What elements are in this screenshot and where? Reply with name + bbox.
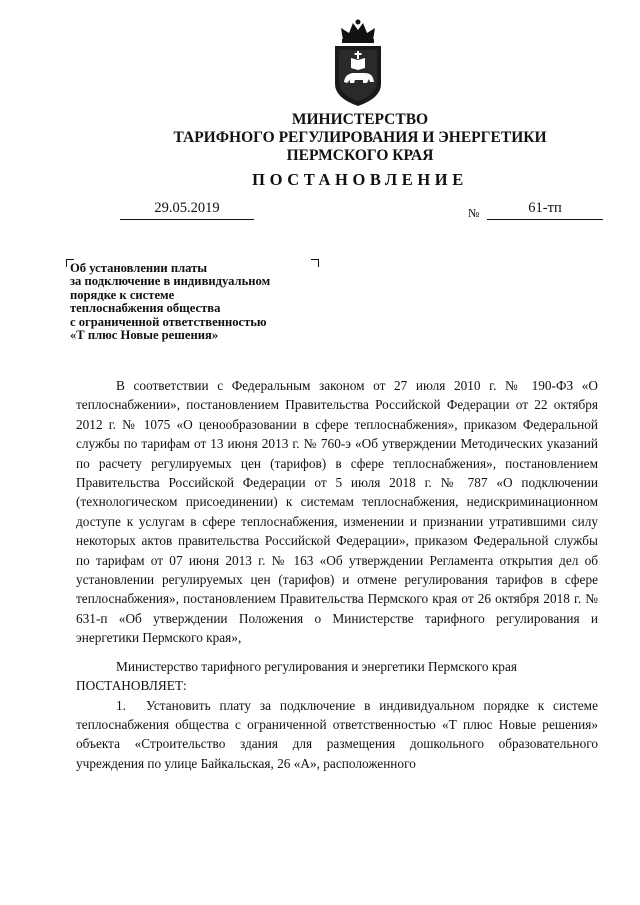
ministry-paragraph: Министерство тарифного регулирования и энергетики Пермского края xyxy=(116,658,517,674)
resolves-heading: ПОСТАНОВЛЯЕТ: xyxy=(76,678,187,694)
subject-line: Об установлении платы xyxy=(70,261,208,275)
document-date: 29.05.2019 xyxy=(120,200,254,220)
document-number: 61-тп xyxy=(487,200,603,220)
number-sign: № xyxy=(468,206,480,220)
item-1-number: 1. xyxy=(116,697,126,713)
subject-line: порядке к системе xyxy=(70,287,175,302)
item-1-text: Установить плату за подключение в индивидуальном порядке к системе теплоснабжения общества с ограниченной ответственностью «Т плюс Новые решения» объекта «Строительство здания для размещения дошкольного образовательного учреждения по улице Байкальская, 26 «А», расположенного xyxy=(76,697,598,771)
item-1-paragraph xyxy=(76,696,598,774)
subject-line: теплоснабжения общества xyxy=(70,301,221,316)
subject-line: за подключение в индивидуальном xyxy=(70,274,271,289)
ministry-title-line-2: ТАРИФНОГО РЕГУЛИРОВАНИЯ И ЭНЕРГЕТИКИ xyxy=(173,129,547,146)
document-type-title: ПОСТАНОВЛЕНИЕ xyxy=(252,170,468,189)
subject-line: с ограниченной ответственностью xyxy=(70,314,267,329)
ministry-title-line-3: ПЕРМСКОГО КРАЯ xyxy=(286,147,434,164)
coat-of-arms-emblem xyxy=(331,18,385,108)
document-body xyxy=(76,376,598,773)
subject-line: «Т плюс Новые решения» xyxy=(70,328,219,343)
ministry-title-line-1: МИНИСТЕРСТВО xyxy=(291,111,429,128)
document-subject xyxy=(70,262,330,342)
preamble-paragraph: В соответствии с Федеральным законом от 27 июля 2010 г. № 190-ФЗ «О теплоснабжении», постановлением Правительства Российской Федерации от 22 октября 2012 г. № 1075 «О ценообразовании в сфере теплоснабжения», приказом Федеральной службы по тарифам от 13 июня 2013 г. № 760-э «Об утверждении Методических указаний по расчету регулируемых цен (тарифов) в сфере теплоснабжения», постановлением Правительства Российской Федерации от 5 июля 2018 г. № 787 «О подключении (технологическом присоединении) к системам теплоснабжения, недискриминационном доступе к услугам в сфере теплоснабжения, изменении и признании утратившими силу некоторых актов правительства Российской Федерации», приказом Федеральной службы по тарифам от 07 июня 2013 г. № 163 «Об утверждении Регламента открытия дел об установлении регулируемых цен (тарифов) и отмене регулирования тарифов в сфере теплоснабжения», постановлением Правительства Пермского края от 26 октября 2018 г. № 631-п «Об утверждении Положения о Министерстве тарифного регулирования и энергетики Пермского края», xyxy=(76,378,598,646)
